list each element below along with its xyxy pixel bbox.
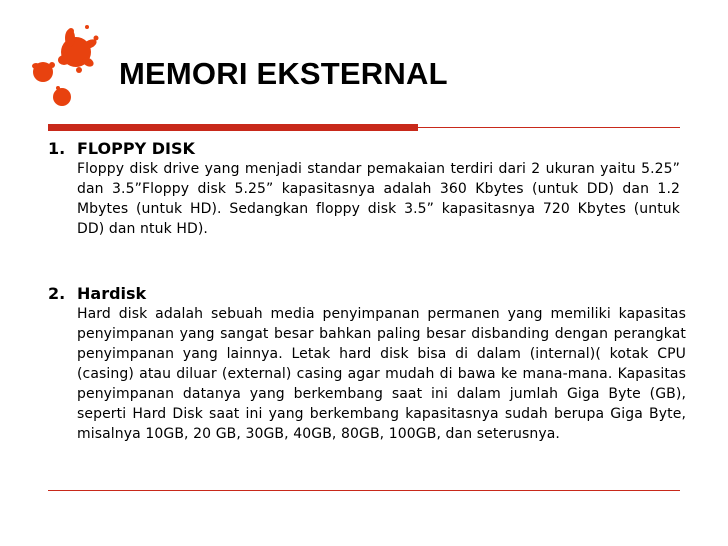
title-underline-thin bbox=[418, 127, 680, 128]
section-number: 2. bbox=[48, 284, 66, 303]
title-underline-thick bbox=[48, 124, 418, 131]
page-title: MEMORI EKSTERNAL bbox=[119, 56, 448, 91]
bottom-divider bbox=[48, 490, 680, 491]
section-heading bbox=[48, 284, 686, 304]
section-heading bbox=[48, 139, 680, 159]
section-heading-text: FLOPPY DISK bbox=[77, 139, 195, 158]
section-floppy-disk bbox=[48, 139, 680, 239]
paint-splatter-icon bbox=[0, 0, 110, 112]
section-hardisk bbox=[48, 284, 686, 444]
section-number: 1. bbox=[48, 139, 66, 158]
section-body: Floppy disk drive yang menjadi standar pemakaian terdiri dari 2 ukuran yaitu 5.25” dan 3.5”Floppy disk 5.25” kapasitasnya adalah 360 Kbytes (untuk DD) dan 1.2 Mbytes (untuk HD). Sedangkan floppy disk 3.5” kapasitasnya 720 Kbytes (untuk DD) dan ntuk HD). bbox=[77, 161, 680, 237]
section-heading-text: Hardisk bbox=[77, 284, 147, 303]
section-body: Hard disk adalah sebuah media penyimpanan permanen yang memiliki kapasitas penyimpanan yang sangat besar bahkan paling besar disbanding dengan perangkat penyimpanan yang lainnya. Letak hard disk bisa di dalam (internal)( kotak CPU (casing) atau diluar (external) casing agar mudah di bawa ke mana-mana. Kapasitas penyimpanan datanya yang berkembang saat ini dalam jumlah Giga Byte (GB), seperti Hard Disk saat ini yang berkembang kapasitasnya sudah berupa Giga Byte, misalnya 10GB, 20 GB, 30GB, 40GB, 80GB, 100GB, dan seterusnya. bbox=[77, 306, 686, 442]
